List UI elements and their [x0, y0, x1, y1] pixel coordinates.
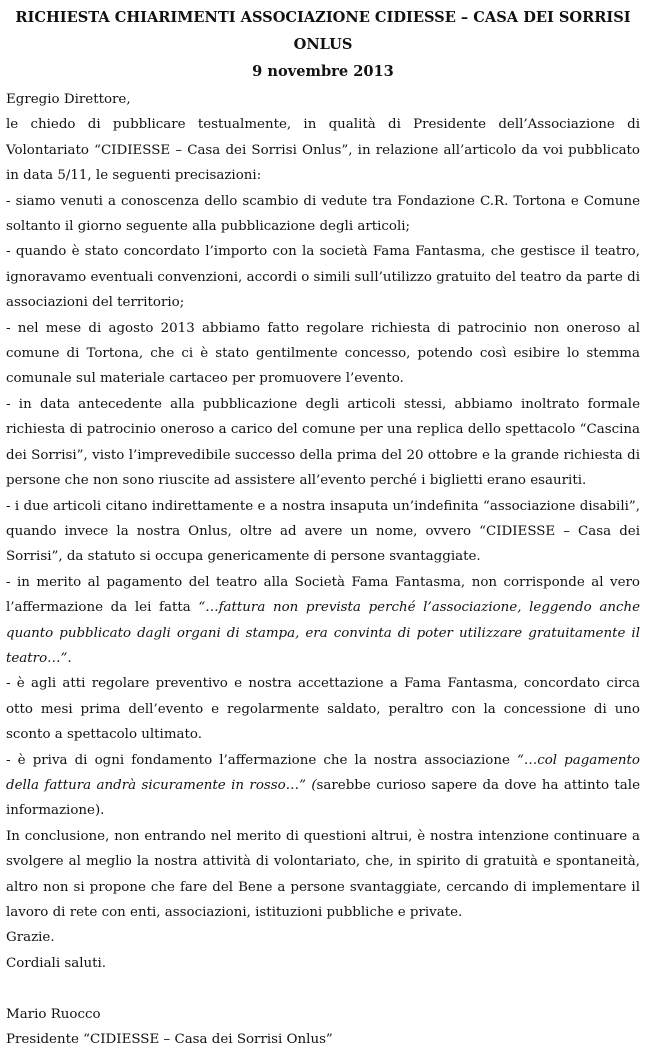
document-date: 9 novembre 2013 [252, 63, 394, 80]
point-6-quote: “…fattura non prevista perché l’associazione, leggendo anche quanto pubblicato dagli organi di stampa, era convinta di poter utilizzare gratuitamente il teatro…” [6, 600, 640, 666]
spacer [6, 976, 640, 1001]
signature-name: Mario Ruocco [6, 1006, 101, 1022]
conclusion-paragraph: In conclusione, non entrando nel merito di questioni altrui, è nostra intenzione continuare a svolgere al meglio la nostra attività di volontariato, che, in spirito di gratuità e spontaneità, altro non si propone che fare del Bene a persone svantaggiate, cercando di implementare il lavoro di rete con enti, associazioni, istituzioni pubbliche e private. [6, 828, 640, 920]
thanks-line: Grazie. [6, 930, 55, 946]
point-8-quote: “…col pagamento della fattura andrà sicuramente in rosso…” ( [6, 752, 640, 793]
point-6 [6, 570, 640, 672]
point-6-text: - in merito al pagamento del teatro alla Società Fama Fantasma, non corrisponde al vero l’affermazione da lei fatta [6, 574, 640, 616]
point-8-end: sarebbe curioso sapere da dove ha attinto tale informazione). [6, 777, 640, 819]
signature-role: Presidente “CIDIESSE – Casa dei Sorrisi Onlus” [6, 1032, 333, 1048]
salutation: Egregio Direttore, [6, 92, 131, 107]
point-6-end: . [67, 650, 72, 666]
point-1: - siamo venuti a conoscenza dello scambio di vedute tra Fondazione C.R. Tortona e Comune soltanto il giorno seguente alla pubblicazione degli articoli; [6, 193, 640, 235]
point-8 [6, 748, 640, 824]
point-8-text: - è priva di ogni fondamento l’affermazione che la nostra associazione [6, 752, 517, 768]
point-4: - in data antecedente alla pubblicazione degli articoli stessi, abbiamo inoltrato formale richiesta di patrocinio oneroso a carico del comune per una replica dello spettacolo “Cascina dei Sorrisi”, visto l’imprevedibile successo della prima del 20 ottobre e la grande richiesta di persone che non sono riuscite ad assistere all’evento perché i biglietti erano esauriti. [6, 396, 640, 489]
intro-paragraph: le chiedo di pubblicare testualmente, in qualità di Presidente dell’Associazione di Volontariato “CIDIESSE – Casa dei Sorrisi Onlus”, in relazione all’articolo da voi pubblicato in data 5/11, le seguenti precisazioni: [6, 117, 640, 184]
closing-line: Cordiali saluti. [6, 955, 107, 971]
point-5: - i due articoli citano indirettamente e a nostra insaputa un’indefinita “associazione disabili”, quando invece la nostra Onlus, oltre ad avere un nome, ovvero “CIDIESSE – Casa dei Sorrisi”, da statuto si occupa genericamente di persone svantaggiate. [6, 498, 640, 565]
document-title: RICHIESTA CHIARIMENTI ASSOCIAZIONE CIDIESSE – CASA DEI SORRISI ONLUS [15, 9, 631, 53]
point-7: - è agli atti regolare preventivo e nostra accettazione a Fama Fantasma, concordato circa otto mesi prima dell’evento e regolarmente saldato, peraltro con la concessione di uno sconto a spettacolo ultimato. [6, 676, 640, 743]
point-2: - quando è stato concordato l’importo con la società Fama Fantasma, che gestisce il teatro, ignoravamo eventuali convenzioni, accordi o simili sull’utilizzo gratuito del teatro da parte di associazioni del territorio; [6, 244, 640, 311]
point-3: - nel mese di agosto 2013 abbiamo fatto regolare richiesta di patrocinio non oneroso al comune di Tortona, che ci è stato gentilmente concesso, potendo così esibire lo stemma comunale sul materiale cartaceo per promuovere l’evento. [6, 320, 640, 387]
